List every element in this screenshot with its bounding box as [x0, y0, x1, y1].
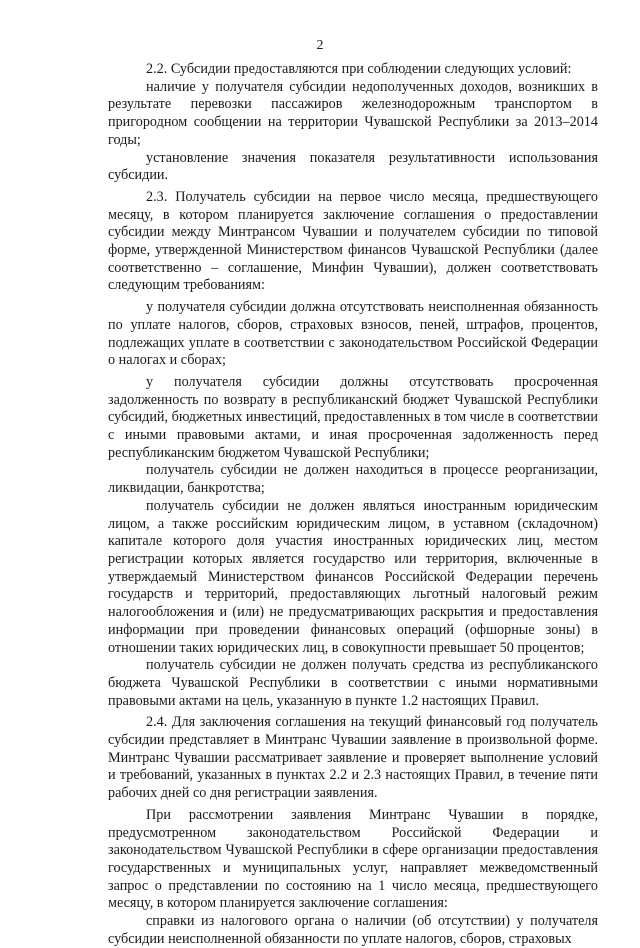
paragraph-condition-income: наличие у получателя субсидии недополученных доходов, возникших в результате перевозки пассажиров железнодорожным транспортом в пригородном сообщении на территории Чувашской Республики за 2013–2014 годы; — [108, 78, 598, 148]
document-body — [108, 61, 598, 948]
paragraph-2-3: 2.3. Получатель субсидии на первое число месяца, предшествующего месяцу, в котором планируется заключение соглашения о предоставлении субсидии между Минтрансом Чувашии и получателем субсидии по типовой форме, утвержденной Министерством финансов Чувашской Республики (далее соответственно – соглашение, Минфин Чувашии), должен соответствовать следующим требованиям: — [108, 188, 598, 294]
paragraph-2-4: 2.4. Для заключения соглашения на текущий финансовый год получатель субсидии представляет в Минтранс Чувашии заявление в произвольной форме. Минтранс Чувашии рассматривает заявление и проверяет выполнение условий и требований, указанных в пунктах 2.2 и 2.3 настоящих Правил, в течение пяти рабочих дней со дня регистрации заявления. — [108, 714, 598, 802]
paragraph-interagency-request: При рассмотрении заявления Минтранс Чувашии в порядке, предусмотренном законодательством Российской Федерации и законодательством Чувашской Республики в сфере организации предоставления государственных и муниципальных услуг, направляет межведомственный запрос о представлении по состоянию на 1 число месяца, предшествующего месяцу, в котором планируется заключение соглашения: — [108, 806, 598, 912]
paragraph-requirement-taxes: у получателя субсидии должна отсутствовать неисполненная обязанность по уплате налогов, сборов, страховых взносов, пеней, штрафов, процентов, подлежащих уплате в соответствии с законодательством Российской Федерации о налогах и сборах; — [108, 299, 598, 369]
paragraph-requirement-reorganization: получатель субсидии не должен находиться в процессе реорганизации, ликвидации, банкротства; — [108, 462, 598, 497]
paragraph-requirement-other-funds: получатель субсидии не должен получать средства из республиканского бюджета Чувашской Республики в соответствии с иными нормативными правовыми актами на цель, указанную в пункте 1.2 настоящих Правил. — [108, 657, 598, 709]
paragraph-requirement-debt: у получателя субсидии должны отсутствовать просроченная задолженность по возврату в республиканский бюджет Чувашской Республики субсидий, бюджетных инвестиций, предоставленных в том числе в соответствии с иными правовыми актами, и иная просроченная задолженность перед республиканским бюджетом Чувашской Республики; — [108, 373, 598, 461]
paragraph-2-2: 2.2. Субсидии предоставляются при соблюдении следующих условий: — [146, 61, 572, 77]
paragraph-requirement-foreign: получатель субсидии не должен являться иностранным юридическим лицом, а также российским юридическим лицом, в уставном (складочном) капитале которого доля участия иностранных юридических лиц, местом регистрации которых является государство или территория, включенные в утверждаемый Министерством финансов Российской Федерации перечень государств и территорий, предоставляющих льготный налоговый режим налогообложения и (или) не предусматривающих раскрытия и предоставления информации при проведении финансовых операций (офшорные зоны) в отношении таких юридических лиц, в совокупности превышает 50 процентов; — [108, 497, 598, 656]
paragraph-tax-certificate: справки из налогового органа о наличии (об отсутствии) у получателя субсидии неисполненной обязанности по уплате налогов, сборов, страховых — [108, 913, 598, 947]
paragraph-condition-indicator: установление значения показателя результативности использования субсидии. — [108, 149, 598, 184]
page-number: 2 — [316, 38, 324, 53]
